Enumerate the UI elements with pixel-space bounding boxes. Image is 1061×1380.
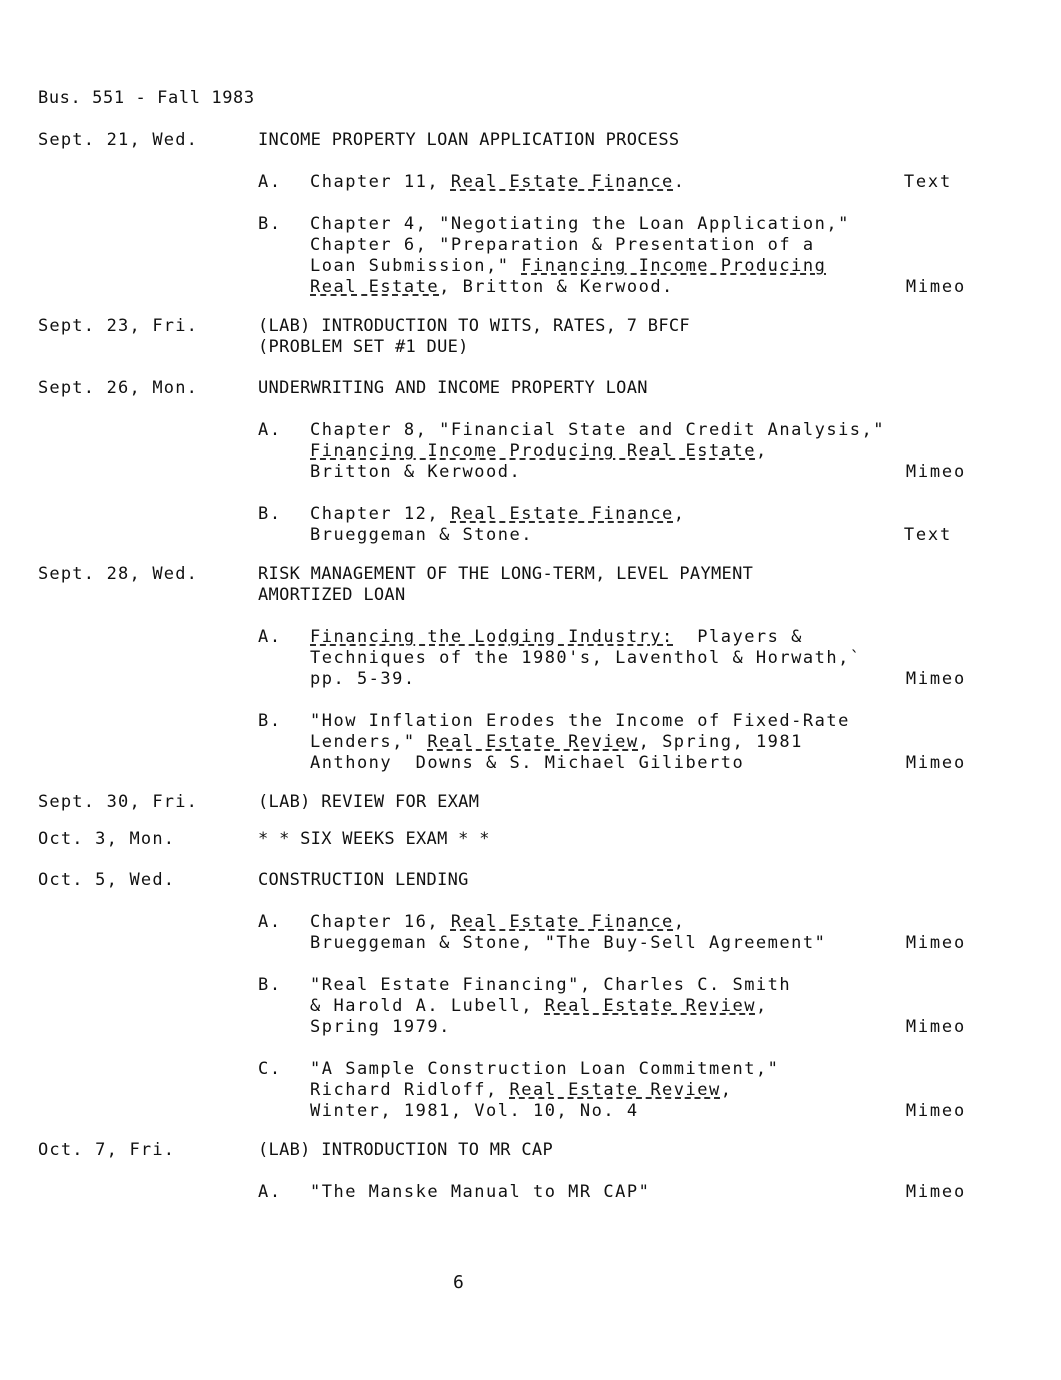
schedule-entry: [38, 870, 1028, 1122]
page-number: 6: [453, 1272, 464, 1293]
reading-line: [310, 1080, 900, 1101]
entry-topic: (LAB) INTRODUCTION TO MR CAP: [258, 1140, 553, 1160]
underlined-title: Real Estate Finance: [450, 172, 674, 192]
reading-item: [258, 1182, 1028, 1203]
reading-item: [258, 214, 1028, 298]
reading-line: [310, 441, 900, 462]
entry-topic: CONSTRUCTION LENDING: [258, 870, 469, 890]
reading-letter: C.: [258, 1059, 282, 1079]
reading-line: [310, 627, 900, 648]
reading-text: Brueggeman & Stone, "The Buy-Sell Agreement": [310, 933, 827, 953]
entry-date: Oct. 7, Fri.: [38, 1140, 176, 1160]
entry-date: Oct. 5, Wed.: [38, 870, 176, 890]
underlined-title: Real Estate Review: [509, 1080, 721, 1100]
reading-letter: B.: [258, 975, 282, 995]
source-type: Mimeo: [905, 277, 966, 297]
reading-letter: A.: [258, 627, 282, 647]
schedule-entry: [38, 829, 1028, 850]
reading-text: .: [673, 172, 686, 192]
reading-text: pp. 5-39.: [310, 669, 416, 689]
schedule-entry: [38, 1140, 1028, 1203]
reading-line: [310, 711, 900, 732]
source-type: Text: [903, 525, 952, 545]
entry-date: Sept. 28, Wed.: [38, 564, 199, 584]
course-header: Bus. 551 - Fall 1983: [38, 88, 255, 108]
reading-text: Chapter 12,: [310, 504, 451, 524]
reading-text: Richard Ridloff,: [310, 1080, 510, 1100]
reading-text: ,: [673, 504, 686, 524]
reading-line: [310, 462, 900, 483]
underlined-title: Real Estate Review: [544, 996, 756, 1016]
reading-line: [310, 648, 900, 669]
reading-letter: A.: [258, 912, 282, 932]
entry-date: Sept. 26, Mon.: [38, 378, 199, 398]
reading-text: ,: [673, 912, 686, 932]
underlined-title: Financing Income Producing: [521, 256, 827, 276]
reading-letter: A.: [258, 172, 282, 192]
reading-text: Spring 1979.: [310, 1017, 451, 1037]
reading-text: Britton & Kerwood.: [310, 462, 522, 482]
reading-line: [310, 975, 900, 996]
underlined-title: Financing the Lodging Industry:: [310, 627, 674, 647]
source-type: Mimeo: [905, 753, 966, 773]
reading-text: Chapter 16,: [310, 912, 451, 932]
reading-text: Winter, 1981, Vol. 10, No. 4: [310, 1101, 639, 1121]
reading-line: [310, 1059, 900, 1080]
reading-item: [258, 504, 1028, 546]
reading-text: & Harold A. Lubell,: [310, 996, 545, 1016]
reading-line: [310, 420, 900, 441]
reading-text: Anthony Downs & S. Michael Giliberto: [310, 753, 745, 773]
reading-item: [258, 912, 1028, 954]
entry-date: Sept. 23, Fri.: [38, 316, 199, 336]
reading-text: Players &: [673, 627, 803, 647]
reading-line: [310, 933, 900, 954]
reading-line: [310, 256, 900, 277]
reading-text: "A Sample Construction Loan Commitment,": [310, 1059, 780, 1079]
reading-line: [310, 235, 900, 256]
reading-item: [258, 1059, 1028, 1122]
reading-line: [310, 1017, 900, 1038]
reading-text: ,: [755, 996, 768, 1016]
reading-text: Chapter 4, "Negotiating the Loan Application,": [310, 214, 850, 234]
reading-text: Chapter 6, "Preparation & Presentation of a: [310, 235, 815, 255]
reading-line: [310, 525, 900, 546]
reading-line: [310, 214, 900, 235]
source-type: Mimeo: [905, 1017, 966, 1037]
reading-item: [258, 975, 1028, 1038]
source-type: Mimeo: [905, 1182, 966, 1202]
reading-line: [310, 996, 900, 1017]
reading-line: [310, 172, 900, 193]
reading-text: Chapter 8, "Financial State and Credit Analysis,": [310, 420, 886, 440]
entry-topic: (LAB) REVIEW FOR EXAM: [258, 792, 480, 812]
reading-text: Brueggeman & Stone.: [310, 525, 533, 545]
underlined-title: Real Estate Finance: [450, 912, 674, 932]
schedule-entry: [38, 564, 1028, 774]
reading-text: Loan Submission,": [310, 256, 522, 276]
entry-date: Sept. 30, Fri.: [38, 792, 199, 812]
source-type: Mimeo: [905, 669, 966, 689]
entry-date: Oct. 3, Mon.: [38, 829, 176, 849]
underlined-title: Real Estate Review: [427, 732, 639, 752]
reading-line: [310, 912, 900, 933]
reading-letter: B.: [258, 504, 282, 524]
schedule-entry: [38, 316, 1028, 358]
entry-topic: INCOME PROPERTY LOAN APPLICATION PROCESS: [258, 130, 680, 150]
entry-date: Sept. 21, Wed.: [38, 130, 199, 150]
entry-topic: (LAB) INTRODUCTION TO WITS, RATES, 7 BFCF (PROBLEM SET #1 DUE): [258, 316, 690, 357]
underlined-title: Real Estate: [310, 277, 440, 297]
reading-item: [258, 420, 1028, 483]
reading-text: ,: [720, 1080, 733, 1100]
reading-text: "The Manske Manual to MR CAP": [310, 1182, 651, 1202]
underlined-title: Real Estate Finance: [450, 504, 674, 524]
reading-text: , Britton & Kerwood.: [439, 277, 674, 297]
reading-text: , Spring, 1981: [638, 732, 803, 752]
underlined-title: Financing Income Producing Real Estate: [310, 441, 756, 461]
reading-item: [258, 172, 1028, 193]
reading-line: [310, 1101, 900, 1122]
source-type: Mimeo: [905, 933, 966, 953]
schedule-entry: [38, 378, 1028, 546]
reading-letter: B.: [258, 214, 282, 234]
reading-text: Chapter 11,: [310, 172, 451, 192]
reading-letter: A.: [258, 1182, 282, 1202]
entry-topic: UNDERWRITING AND INCOME PROPERTY LOAN: [258, 378, 648, 398]
reading-text: "How Inflation Erodes the Income of Fixed-Rate: [310, 711, 850, 731]
reading-line: [310, 1182, 900, 1203]
reading-text: ,: [755, 441, 768, 461]
entry-topic: RISK MANAGEMENT OF THE LONG-TERM, LEVEL PAYMENT AMORTIZED LOAN: [258, 564, 754, 605]
reading-line: [310, 277, 900, 298]
schedule-list: [38, 130, 1028, 1203]
reading-letter: B.: [258, 711, 282, 731]
reading-line: [310, 504, 900, 525]
reading-text: Lenders,": [310, 732, 428, 752]
schedule-entry: [38, 130, 1028, 298]
source-type: Mimeo: [905, 1101, 966, 1121]
reading-item: [258, 711, 1028, 774]
reading-text: Techniques of the 1980's, Laventhol & Horwath,`: [310, 648, 862, 668]
reading-text: "Real Estate Financing", Charles C. Smith: [310, 975, 792, 995]
reading-line: [310, 753, 900, 774]
reading-line: [310, 732, 900, 753]
reading-letter: A.: [258, 420, 282, 440]
reading-item: [258, 627, 1028, 690]
source-type: Text: [903, 172, 952, 192]
schedule-entry: [38, 792, 1028, 813]
source-type: Mimeo: [905, 462, 966, 482]
reading-line: [310, 669, 900, 690]
entry-topic: * * SIX WEEKS EXAM * *: [258, 829, 490, 849]
